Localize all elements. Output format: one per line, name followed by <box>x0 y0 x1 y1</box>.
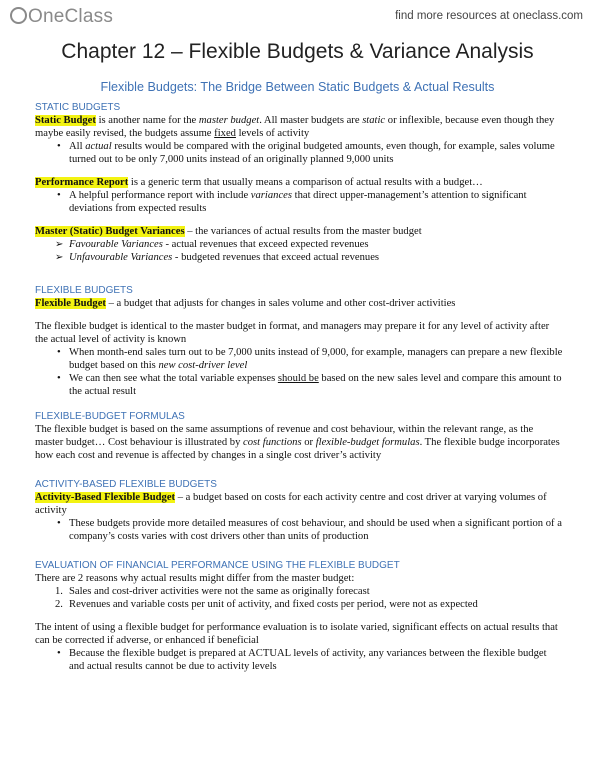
list-item: • All actual results would be compared with the original budgeted amounts, even though, for example, sales volume turned out to be only 7,000 units instead of an originally planned 9,000 units <box>69 140 563 166</box>
page-title: Chapter 12 – Flexible Budgets & Variance Analysis <box>61 40 534 63</box>
list-item: • We can then see what the total variable expenses should be based on the new sales level and compare this amount to the actual result <box>69 372 563 398</box>
evaluation-bullets <box>35 647 563 673</box>
list-item: ➢ Unfavourable Variances - budgeted revenues that exceed actual revenues <box>69 251 563 264</box>
formulas-paragraph: The flexible budget is based on the same assumptions of revenue and cost behaviour, within the relevant range, as the master budget… Cost behaviour is illustrated by cost functions or flexible-budget formulas. The flexible budge incorporates how each cost and revenue is affected by changes in a single cost driver’s activity <box>35 424 560 461</box>
flexible-budget-definition: Flexible Budget – a budget that adjusts for changes in sales volume and other cost-driver activities <box>35 298 456 309</box>
section-heading-static: STATIC BUDGETS <box>35 102 121 113</box>
list-item: • These budgets provide more detailed measures of cost behaviour, and should be used when a significant portion of a company’s costs varies with cost drivers other than units of production <box>69 517 563 543</box>
logo-text: OneClass <box>28 6 114 27</box>
static-bullets <box>35 140 563 166</box>
term-flexible-budget: Flexible Budget <box>35 298 106 309</box>
list-item: 2. Revenues and variable costs per unit of activity, and fixed costs per period, were not as expected <box>55 599 478 610</box>
flexible-paragraph: The flexible budget is identical to the master budget in format, and managers may prepare it for any level of activity after the actual level of activity is known <box>35 321 550 345</box>
list-item: • When month-end sales turn out to be 7,000 units instead of 9,000, for example, managers can prepare a new flexible budget based on this new cost-driver level <box>69 346 563 372</box>
list-item: ➢ Favourable Variances - actual revenues that exceed expected revenues <box>69 238 563 251</box>
section-heading-activity: ACTIVITY-BASED FLEXIBLE BUDGETS <box>35 479 217 490</box>
activity-bullets <box>35 517 563 543</box>
term-activity-based-budget: Activity-Based Flexible Budget <box>35 492 176 503</box>
term-static-budget: Static Budget <box>35 115 96 126</box>
oneclass-logo[interactable] <box>10 6 113 28</box>
activity-budget-definition: Activity-Based Flexible Budget – a budget based on costs for each activity centre and cost driver at varying volumes of activity <box>35 492 547 516</box>
flexible-bullets <box>35 346 563 398</box>
static-budget-definition: Static Budget is another name for the master budget. All master budgets are static or inflexible, because even though they maybe easily revised, the budgets assume fixed levels of activity <box>35 115 555 139</box>
performance-report-definition: Performance Report is a generic term that usually means a comparison of actual results with a budget… <box>35 177 483 188</box>
variance-types <box>35 238 563 264</box>
document-body <box>35 99 563 673</box>
logo-ring-icon <box>10 7 27 24</box>
header-bar <box>0 0 595 34</box>
section-heading-evaluation: EVALUATION OF FINANCIAL PERFORMANCE USING THE FLEXIBLE BUDGET <box>35 560 400 571</box>
evaluation-reasons <box>35 585 563 611</box>
term-performance-report: Performance Report <box>35 177 129 188</box>
evaluation-paragraph: The intent of using a flexible budget for performance evaluation is to isolate varied, significant effects on actual results that can be corrected if adverse, or enhanced if beneficial <box>35 622 558 646</box>
section-heading-flexible: FLEXIBLE BUDGETS <box>35 285 133 296</box>
section-heading-formulas: FLEXIBLE-BUDGET FORMULAS <box>35 411 185 422</box>
header-tagline[interactable]: find more resources at oneclass.com <box>395 10 583 22</box>
page-subtitle: Flexible Budgets: The Bridge Between Static Budgets & Actual Results <box>100 80 495 94</box>
master-variances-definition: Master (Static) Budget Variances – the variances of actual results from the master budget <box>35 226 422 237</box>
list-item: • Because the flexible budget is prepared at ACTUAL levels of activity, any variances between the flexible budget and actual results cannot be due to activity levels <box>69 647 563 673</box>
list-item: 1. Sales and cost-driver activities were not the same as originally forecast <box>55 586 370 597</box>
evaluation-intro: There are 2 reasons why actual results might differ from the master budget: <box>35 573 355 584</box>
performance-bullets <box>35 189 563 215</box>
list-item: • A helpful performance report with include variances that direct upper-management’s attention to significant deviations from expected results <box>69 189 563 215</box>
term-master-variances: Master (Static) Budget Variances <box>35 226 185 237</box>
